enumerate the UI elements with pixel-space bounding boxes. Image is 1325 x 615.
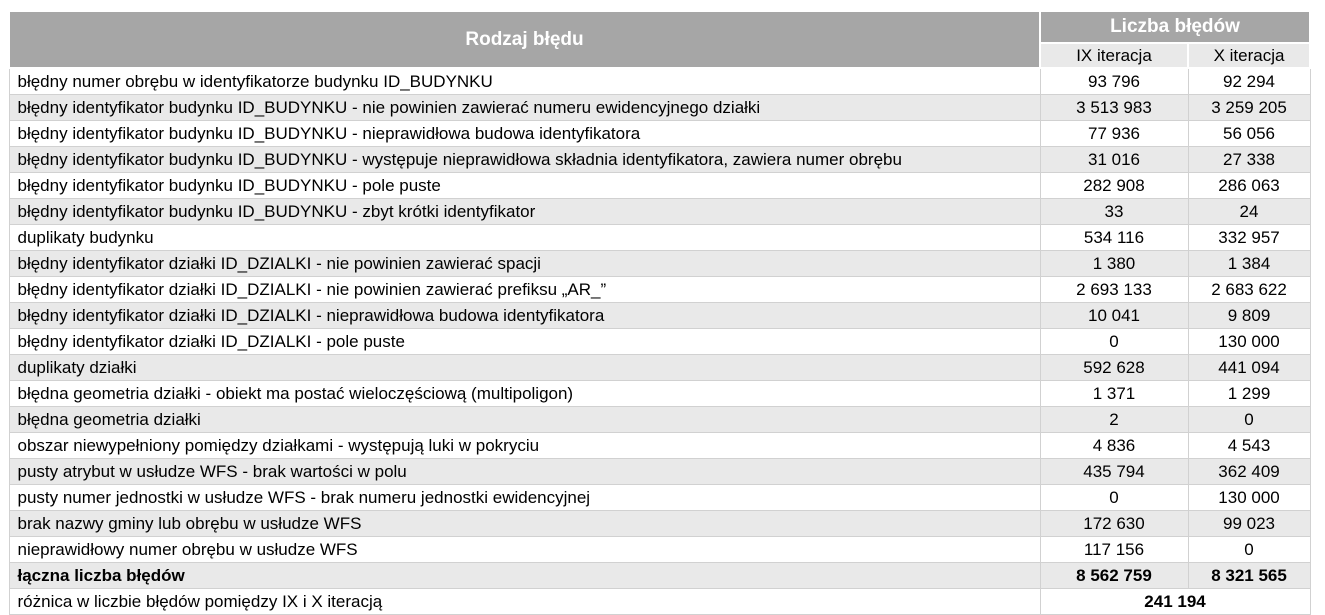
x-count-cell: 332 957 — [1188, 225, 1310, 251]
difference-row — [9, 589, 1310, 615]
total-row — [9, 563, 1310, 589]
table-row — [9, 459, 1310, 485]
x-count-cell: 92 294 — [1188, 68, 1310, 95]
ix-count-cell: 1 380 — [1040, 251, 1188, 277]
ix-count-cell: 31 016 — [1040, 147, 1188, 173]
table-row — [9, 121, 1310, 147]
difference-label-cell: różnica w liczbie błędów pomiędzy IX i X iteracją — [9, 589, 1040, 615]
error-type-cell: nieprawidłowy numer obrębu w usłudze WFS — [9, 537, 1040, 563]
table-header — [9, 11, 1310, 68]
error-type-cell: duplikaty budynku — [9, 225, 1040, 251]
x-count-cell: 27 338 — [1188, 147, 1310, 173]
error-type-cell: błędny identyfikator działki ID_DZIALKI - pole puste — [9, 329, 1040, 355]
total-ix-count-cell: 8 562 759 — [1040, 563, 1188, 589]
ix-count-cell: 592 628 — [1040, 355, 1188, 381]
table-row — [9, 407, 1310, 433]
ix-count-cell: 2 693 133 — [1040, 277, 1188, 303]
error-type-cell: duplikaty działki — [9, 355, 1040, 381]
table-row — [9, 303, 1310, 329]
x-count-cell: 24 — [1188, 199, 1310, 225]
ix-count-cell: 4 836 — [1040, 433, 1188, 459]
error-type-cell: pusty atrybut w usłudze WFS - brak wartości w polu — [9, 459, 1040, 485]
ix-count-cell: 93 796 — [1040, 68, 1188, 95]
x-count-cell: 1 299 — [1188, 381, 1310, 407]
x-count-cell: 99 023 — [1188, 511, 1310, 537]
error-type-cell: brak nazwy gminy lub obrębu w usłudze WFS — [9, 511, 1040, 537]
table-row — [9, 68, 1310, 95]
column-subheader-x-iteration: X iteracja — [1188, 43, 1310, 68]
table-row — [9, 537, 1310, 563]
ix-count-cell: 282 908 — [1040, 173, 1188, 199]
x-count-cell: 0 — [1188, 537, 1310, 563]
error-type-cell: błędny identyfikator działki ID_DZIALKI - nie powinien zawierać spacji — [9, 251, 1040, 277]
error-type-cell: błędny identyfikator budynku ID_BUDYNKU - nie powinien zawierać numeru ewidencyjnego działki — [9, 95, 1040, 121]
table-row — [9, 355, 1310, 381]
total-x-count-cell: 8 321 565 — [1188, 563, 1310, 589]
ix-count-cell: 0 — [1040, 485, 1188, 511]
ix-count-cell: 0 — [1040, 329, 1188, 355]
table-body — [9, 68, 1310, 563]
error-type-cell: błędna geometria działki — [9, 407, 1040, 433]
x-count-cell: 362 409 — [1188, 459, 1310, 485]
ix-count-cell: 435 794 — [1040, 459, 1188, 485]
ix-count-cell: 534 116 — [1040, 225, 1188, 251]
table-row — [9, 381, 1310, 407]
error-table — [8, 10, 1311, 615]
table-row — [9, 95, 1310, 121]
x-count-cell: 130 000 — [1188, 485, 1310, 511]
x-count-cell: 286 063 — [1188, 173, 1310, 199]
error-type-cell: błędny identyfikator działki ID_DZIALKI - nie powinien zawierać prefiksu „AR_” — [9, 277, 1040, 303]
x-count-cell: 4 543 — [1188, 433, 1310, 459]
table-row — [9, 511, 1310, 537]
error-type-cell: błędny identyfikator działki ID_DZIALKI - nieprawidłowa budowa identyfikatora — [9, 303, 1040, 329]
error-type-cell: obszar niewypełniony pomiędzy działkami - występują luki w pokryciu — [9, 433, 1040, 459]
ix-count-cell: 33 — [1040, 199, 1188, 225]
ix-count-cell: 2 — [1040, 407, 1188, 433]
ix-count-cell: 172 630 — [1040, 511, 1188, 537]
ix-count-cell: 3 513 983 — [1040, 95, 1188, 121]
x-count-cell: 441 094 — [1188, 355, 1310, 381]
error-type-cell: błędny identyfikator budynku ID_BUDYNKU - pole puste — [9, 173, 1040, 199]
x-count-cell: 2 683 622 — [1188, 277, 1310, 303]
error-type-cell: pusty numer jednostki w usłudze WFS - brak numeru jednostki ewidencyjnej — [9, 485, 1040, 511]
difference-value-cell: 241 194 — [1040, 589, 1310, 615]
table-row — [9, 147, 1310, 173]
column-header-error-count: Liczba błędów — [1040, 11, 1310, 43]
table-row — [9, 485, 1310, 511]
total-label-cell: łączna liczba błędów — [9, 563, 1040, 589]
table-row — [9, 329, 1310, 355]
error-type-cell: błędna geometria działki - obiekt ma postać wieloczęściową (multipoligon) — [9, 381, 1040, 407]
table-row — [9, 225, 1310, 251]
error-type-cell: błędny identyfikator budynku ID_BUDYNKU - nieprawidłowa budowa identyfikatora — [9, 121, 1040, 147]
x-count-cell: 56 056 — [1188, 121, 1310, 147]
table-summary — [9, 563, 1310, 615]
header-row-main — [9, 11, 1310, 43]
error-type-cell: błędny identyfikator budynku ID_BUDYNKU - zbyt krótki identyfikator — [9, 199, 1040, 225]
x-count-cell: 0 — [1188, 407, 1310, 433]
table-row — [9, 433, 1310, 459]
ix-count-cell: 77 936 — [1040, 121, 1188, 147]
column-header-error-type: Rodzaj błędu — [9, 11, 1040, 68]
x-count-cell: 3 259 205 — [1188, 95, 1310, 121]
table-row — [9, 251, 1310, 277]
x-count-cell: 1 384 — [1188, 251, 1310, 277]
ix-count-cell: 10 041 — [1040, 303, 1188, 329]
ix-count-cell: 117 156 — [1040, 537, 1188, 563]
table-row — [9, 173, 1310, 199]
table-row — [9, 199, 1310, 225]
error-type-cell: błędny identyfikator budynku ID_BUDYNKU - występuje nieprawidłowa składnia identyfikatora, zawiera numer obrębu — [9, 147, 1040, 173]
x-count-cell: 130 000 — [1188, 329, 1310, 355]
error-type-cell: błędny numer obrębu w identyfikatorze budynku ID_BUDYNKU — [9, 68, 1040, 95]
ix-count-cell: 1 371 — [1040, 381, 1188, 407]
column-subheader-ix-iteration: IX iteracja — [1040, 43, 1188, 68]
x-count-cell: 9 809 — [1188, 303, 1310, 329]
table-row — [9, 277, 1310, 303]
